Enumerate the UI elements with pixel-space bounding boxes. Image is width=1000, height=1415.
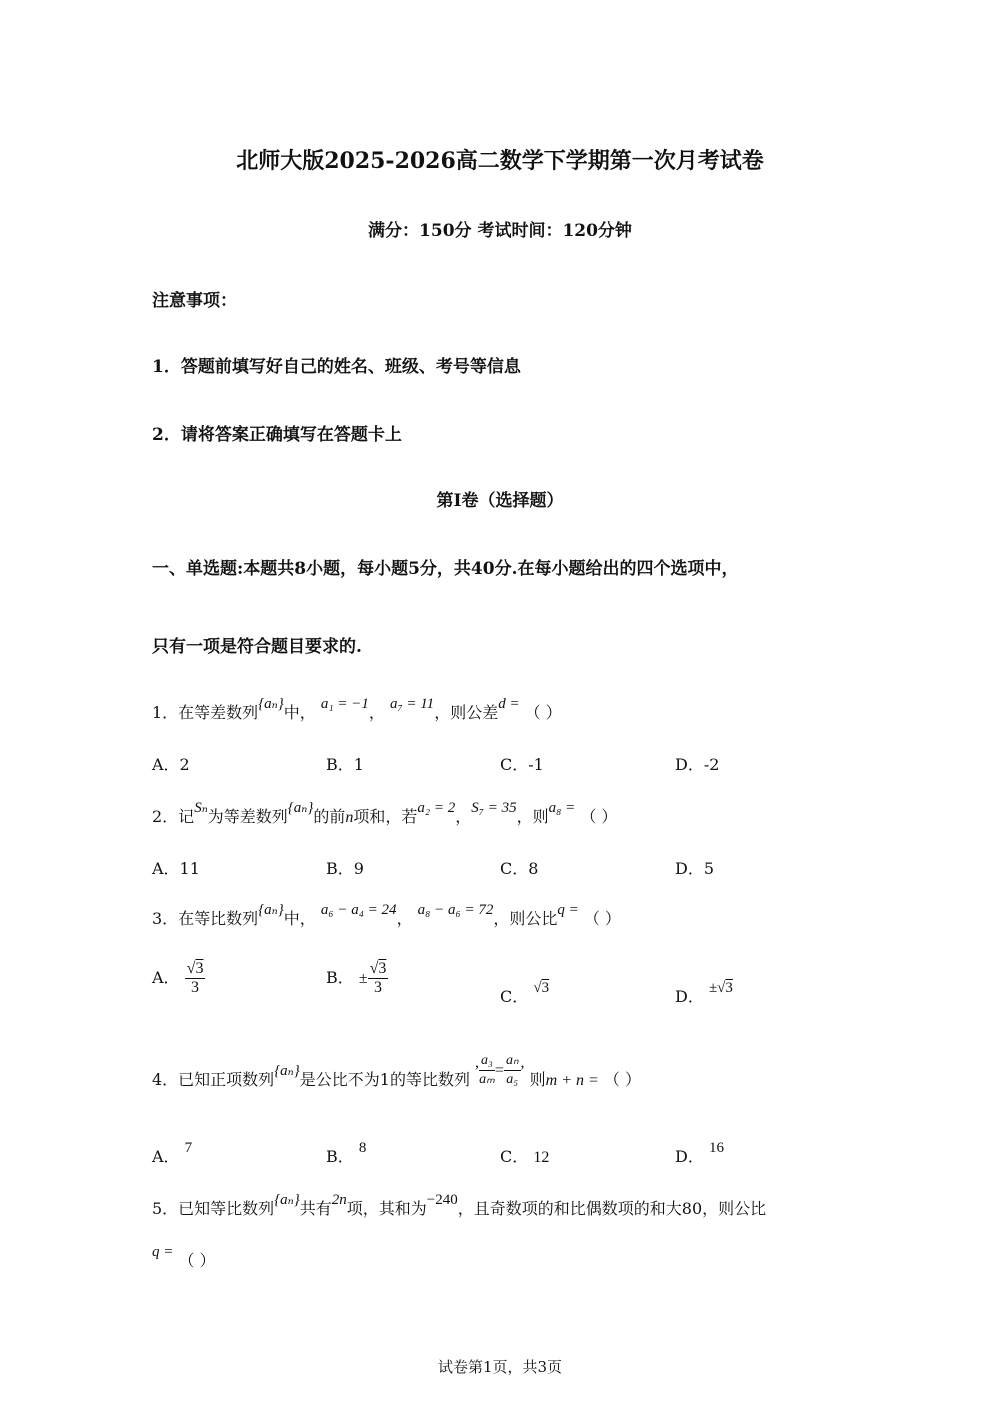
- q1-separator: ，: [368, 703, 385, 722]
- q2-sum-symbol: Sₙ: [194, 800, 208, 816]
- q3-option-a: [152, 960, 205, 997]
- q4-equals: =: [494, 1062, 504, 1079]
- q4-option-b-label: B．: [326, 1147, 354, 1166]
- q4-text: 是公比不为1的等比数列: [299, 1070, 470, 1089]
- q2-option-b: B．9: [326, 859, 364, 878]
- q4-fraction-1: [479, 1052, 495, 1089]
- q4-option-b: [326, 1140, 367, 1167]
- question-1: [152, 696, 562, 723]
- q2-text: 的前: [313, 807, 346, 826]
- note-item-1: 1．答题前填写好自己的姓名、班级、考号等信息: [152, 357, 521, 377]
- q1-condition-2: a₇ = 11: [389, 696, 435, 712]
- sqrt-symbol: √3: [369, 960, 387, 977]
- q1-answer-paren: （ ）: [524, 703, 562, 722]
- q2-option-a: A．11: [152, 859, 200, 878]
- q2-sequence: {aₙ}: [287, 800, 314, 816]
- exam-info: 满分：150分 考试时间：120分钟: [368, 221, 632, 241]
- q1-option-d: D．-2: [675, 755, 720, 774]
- q4-option-c: [500, 1144, 549, 1167]
- q3-sequence: {aₙ}: [258, 902, 284, 918]
- q5-answer-paren: （ ）: [178, 1251, 216, 1270]
- q5-target: q =: [152, 1244, 174, 1260]
- q4-option-d-value: 16: [708, 1140, 724, 1156]
- q2-target: a₈ =: [548, 800, 576, 816]
- q3-option-a-fraction: [185, 960, 206, 997]
- q3-condition-1: a₆ − a₄ = 24: [320, 902, 397, 918]
- q3-text: 3．在等比数列: [152, 909, 259, 928]
- q2-option-c: C．8: [500, 859, 539, 878]
- q4-option-a-label: A．: [152, 1147, 180, 1166]
- q5-term-count: 2n: [331, 1192, 347, 1208]
- q3-option-b-fraction: [368, 960, 389, 997]
- q3-answer-paren: （ ）: [583, 909, 621, 928]
- q3-option-b: [326, 960, 388, 997]
- q3-text: ，则公比: [493, 909, 558, 928]
- q3-a-denominator: 3: [191, 979, 200, 996]
- q1-text: 中，: [283, 703, 316, 722]
- q4-text: 4．已知正项数列: [152, 1070, 275, 1089]
- q2-answer-paren: （ ）: [580, 807, 618, 826]
- section-instruction-line1: 一、单选题:本题共8小题，每小题5分，共40分.在每小题给出的四个选项中，: [152, 559, 739, 579]
- q3-option-d-label: D．: [675, 987, 704, 1006]
- q2-text: 项和，若: [353, 807, 418, 826]
- q5-sum: −240: [426, 1192, 458, 1208]
- q2-condition-2: S₇ = 35: [471, 800, 517, 816]
- q4-option-d-label: D．: [675, 1147, 704, 1166]
- q4-fraction-2: [504, 1052, 521, 1089]
- q3-text: 中，: [283, 909, 316, 928]
- q1-text: ，则公差: [434, 703, 499, 722]
- section-instruction-line2: 只有一项是符合题目要求的.: [152, 637, 362, 657]
- q3-separator: ，: [396, 909, 413, 928]
- page-title: 北师大版2025-2026高二数学下学期第一次月考试卷: [236, 148, 764, 174]
- q4-option-d: [675, 1140, 724, 1167]
- q1-condition-1: a₁ = −1: [320, 696, 369, 712]
- q5-text: 项，其和为: [346, 1199, 427, 1218]
- q4-sequence: {aₙ}: [274, 1063, 300, 1079]
- q4-comma: ,: [520, 1054, 525, 1071]
- question-4: [152, 1053, 641, 1099]
- q1-text: 1．在等差数列: [152, 703, 259, 722]
- notes-heading: 注意事项：: [152, 291, 237, 311]
- q4-f2-denominator: a₅: [506, 1072, 519, 1087]
- q1-sequence: {aₙ}: [258, 696, 284, 712]
- q2-text: ，则: [516, 807, 549, 826]
- q3-b-denominator: 3: [374, 979, 383, 996]
- section-title: 第I卷（选择题）: [436, 491, 564, 511]
- q3-option-d: [675, 980, 733, 1007]
- q2-option-d: D．5: [675, 859, 715, 878]
- q2-separator: ，: [455, 807, 472, 826]
- q2-text: 2．记: [152, 807, 195, 826]
- q1-option-b: B．1: [326, 755, 364, 774]
- sqrt-symbol: √3: [533, 980, 550, 996]
- q5-sequence: {aₙ}: [274, 1192, 300, 1208]
- q4-option-c-value: 12: [533, 1149, 550, 1166]
- q1-option-a: A．2: [152, 755, 190, 774]
- q5-text: ，且奇数项的和比偶数项的和大80，则公比: [457, 1199, 767, 1218]
- q4-comma: ,: [475, 1054, 480, 1071]
- q3-b-radicand: 3: [378, 960, 387, 977]
- q3-option-c: [500, 980, 550, 1007]
- q3-target: q =: [557, 902, 579, 918]
- q4-option-b-value: 8: [358, 1140, 367, 1156]
- q3-d-radicand: 3: [725, 980, 733, 996]
- q4-f1-denominator: aₘ: [479, 1072, 495, 1087]
- q3-d-plus-minus: ±: [708, 980, 718, 996]
- sqrt-symbol: ±√3: [708, 980, 733, 996]
- q5-text: 5．已知等比数列: [152, 1199, 275, 1218]
- question-5: [152, 1192, 767, 1219]
- question-5-line2: [152, 1244, 216, 1271]
- q4-f1-numerator: a₃: [479, 1052, 495, 1071]
- q2-n: n: [345, 809, 354, 826]
- q4-f2-numerator: aₙ: [504, 1052, 521, 1071]
- sqrt-symbol: √3: [186, 960, 204, 977]
- q1-option-c: C．-1: [500, 755, 544, 774]
- note-item-2: 2．请将答案正确填写在答题卡上: [152, 425, 402, 445]
- question-3: [152, 902, 621, 929]
- q4-option-a: [152, 1140, 193, 1167]
- question-2: [152, 800, 618, 827]
- q3-option-b-label: B．: [326, 968, 354, 987]
- q3-option-c-label: C．: [500, 987, 529, 1006]
- q4-text: 则: [529, 1070, 546, 1089]
- q4-answer-paren: （ ）: [603, 1070, 641, 1089]
- q1-target: d =: [498, 696, 520, 712]
- q2-text: 为等差数列: [207, 807, 288, 826]
- q3-c-radicand: 3: [541, 980, 550, 996]
- q4-option-a-value: 7: [184, 1140, 193, 1156]
- q3-condition-2: a₈ − a₆ = 72: [417, 902, 494, 918]
- q3-a-radicand: 3: [195, 960, 204, 977]
- q4-option-c-label: C．: [500, 1147, 529, 1166]
- q3-option-a-label: A．: [152, 968, 180, 987]
- q3-b-plus-minus: ±: [358, 970, 368, 987]
- page-footer: 试卷第1页，共3页: [437, 1358, 563, 1376]
- q4-target: m + n =: [545, 1072, 599, 1089]
- q5-text: 共有: [299, 1199, 332, 1218]
- q2-condition-1: a₂ = 2: [417, 800, 456, 816]
